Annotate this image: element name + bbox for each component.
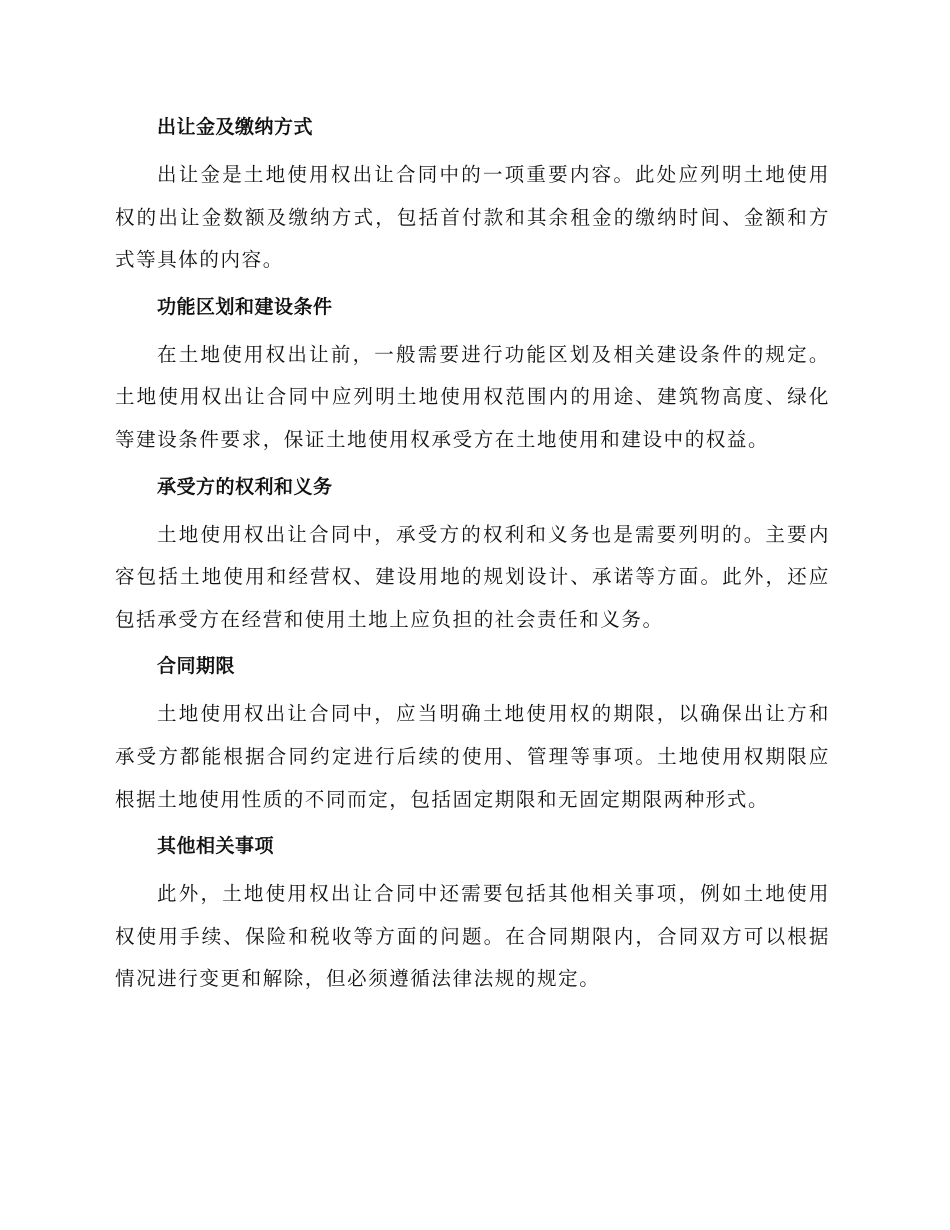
document-body bbox=[115, 110, 830, 1009]
section-heading: 功能区划和建设条件 bbox=[157, 295, 333, 318]
section-paragraph: 出让金是土地使用权出让合同中的一项重要内容。此处应列明土地使用权的出让金数额及缴纳方式，包括首付款和其余租金的缴纳时间、金额和方式等具体的内容。 bbox=[115, 163, 830, 272]
section-paragraph: 在土地使用权出让前，一般需要进行功能区划及相关建设条件的规定。土地使用权出让合同中应列明土地使用权范围内的用途、建筑物高度、绿化等建设条件要求，保证土地使用权承受方在土地使用和建设中的权益。 bbox=[115, 342, 830, 451]
section-rights-obligations bbox=[115, 470, 830, 642]
section-heading: 出让金及缴纳方式 bbox=[157, 116, 314, 138]
section-paragraph: 土地使用权出让合同中，承受方的权利和义务也是需要列明的。主要内容包括土地使用和经营权、建设用地的规划设计、承诺等方面。此外，还应包括承受方在经营和使用土地上应负担的社会责任和义务。 bbox=[115, 522, 830, 631]
section-paragraph: 土地使用权出让合同中，应当明确土地使用权的期限，以确保出让方和承受方都能根据合同约定进行后续的使用、管理等事项。土地使用权期限应根据土地使用性质的不同而定，包括固定期限和无固定期限两种形式。 bbox=[115, 702, 830, 811]
section-zoning bbox=[115, 290, 830, 462]
section-other-matters bbox=[115, 829, 830, 1001]
section-heading: 承受方的权利和义务 bbox=[157, 475, 333, 498]
section-heading: 合同期限 bbox=[157, 655, 236, 678]
section-contract-term bbox=[115, 649, 830, 821]
section-paragraph: 此外，土地使用权出让合同中还需要包括其他相关事项，例如土地使用权使用手续、保险和税收等方面的问题。在合同期限内，合同双方可以根据情况进行变更和解除，但必须遵循法律法规的规定。 bbox=[115, 882, 830, 991]
section-payment bbox=[115, 110, 830, 282]
section-heading: 其他相关事项 bbox=[157, 835, 275, 858]
